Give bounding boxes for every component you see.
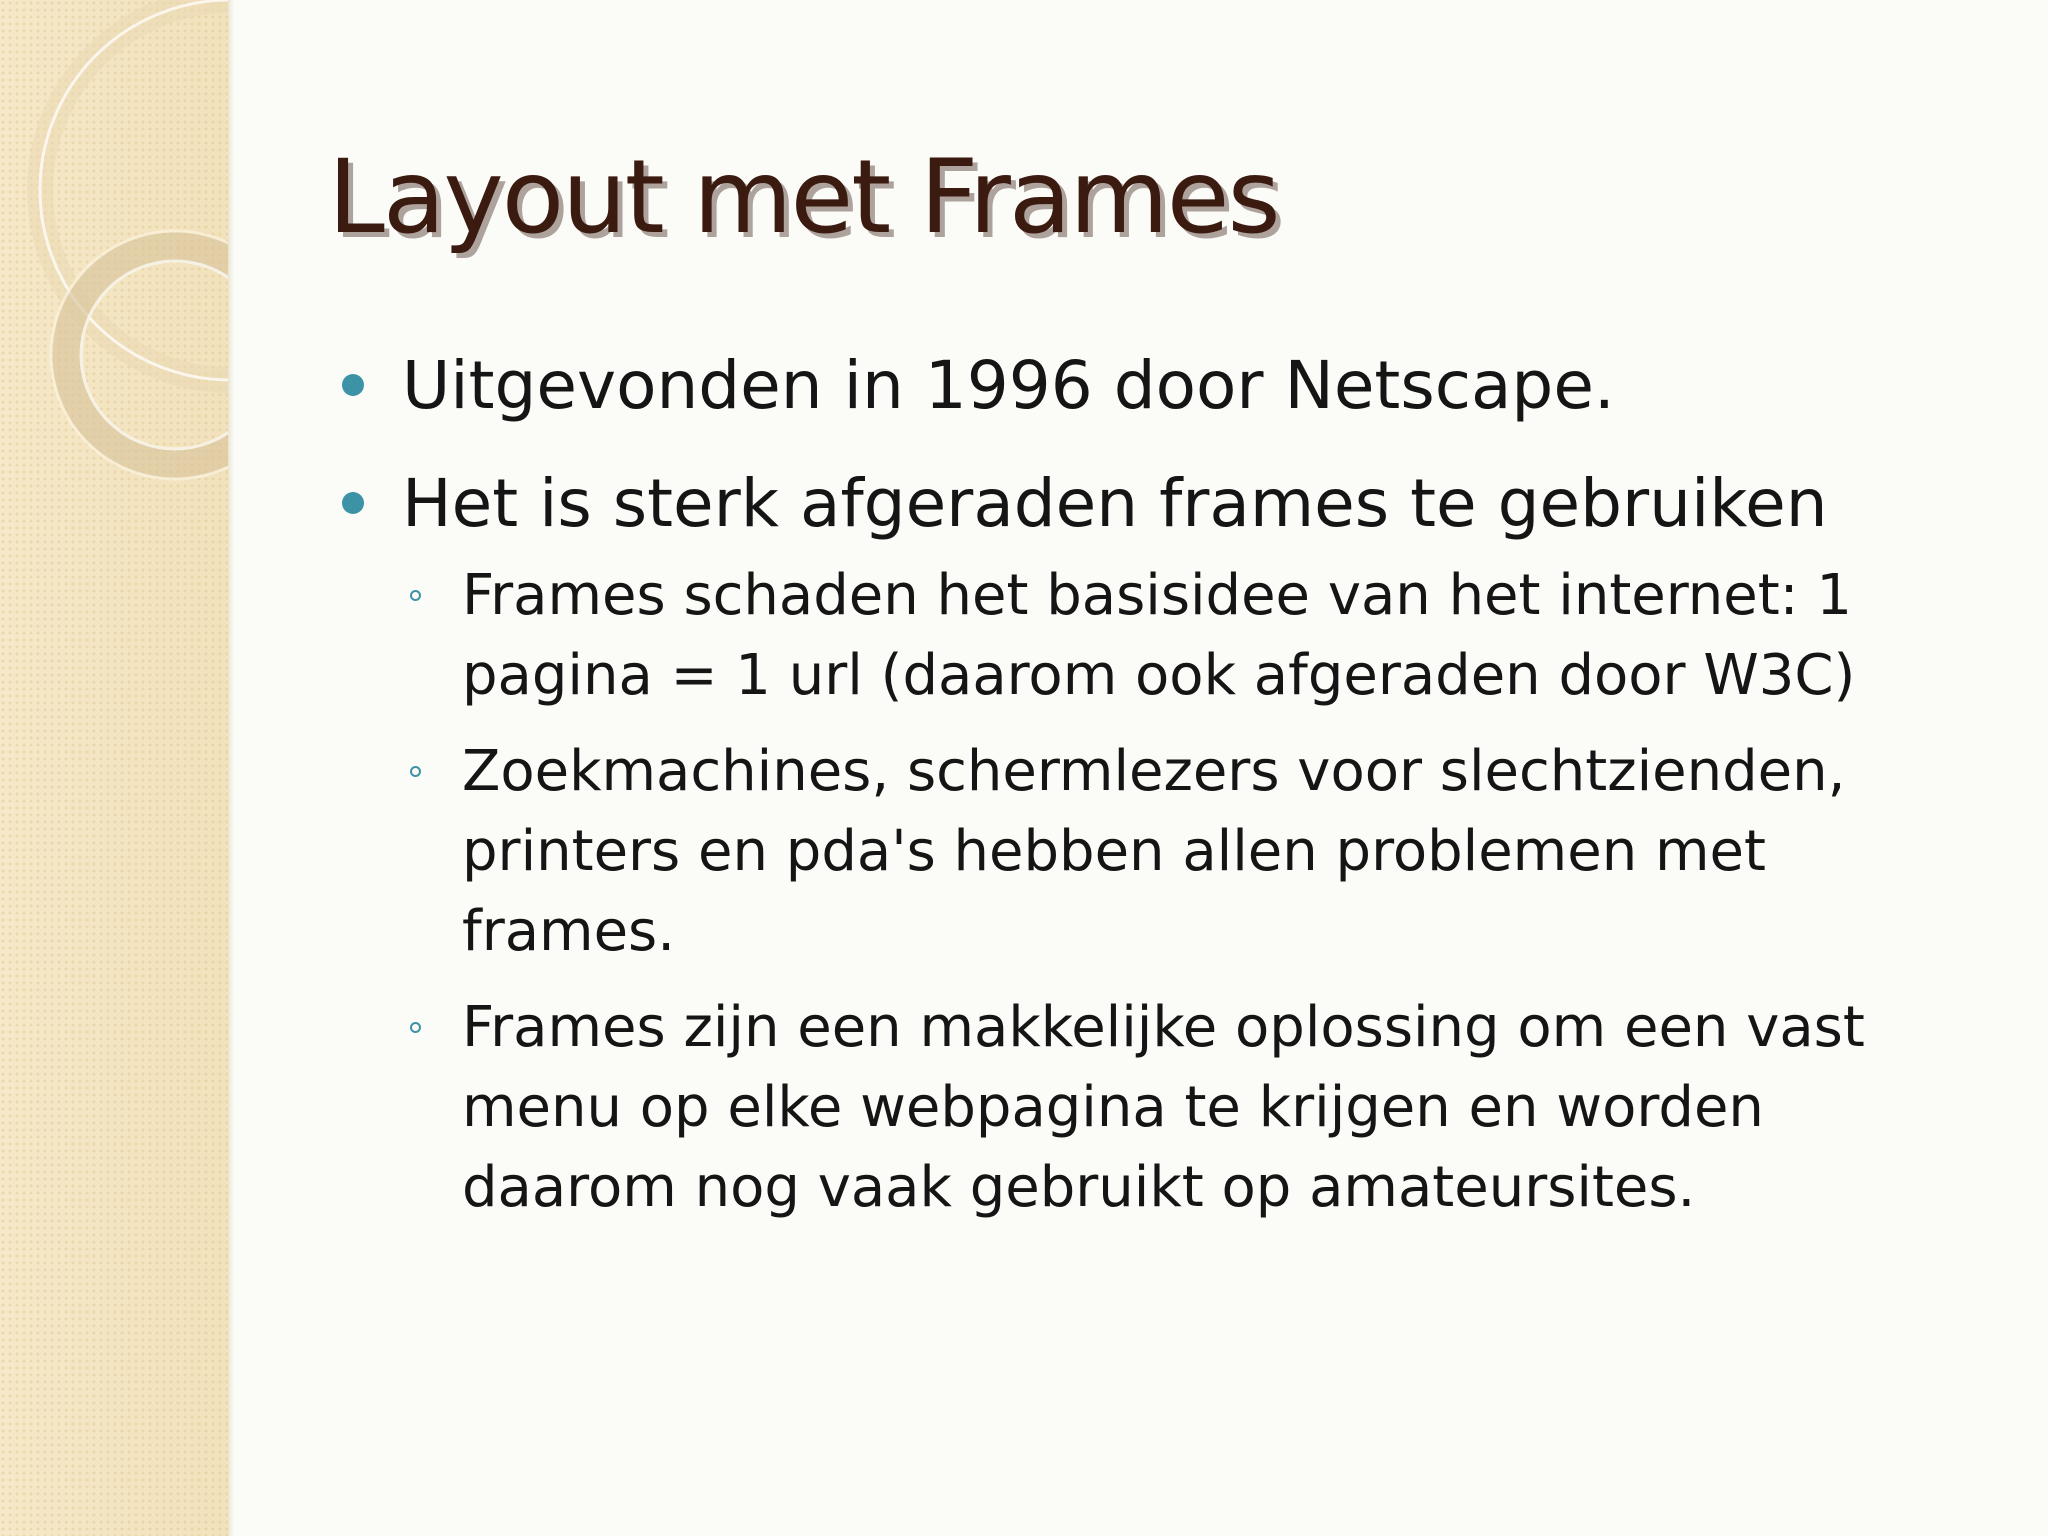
bullet-ring-icon [410, 766, 421, 777]
bullet-ring-icon [410, 590, 421, 601]
bullet-ring-icon [410, 1022, 421, 1033]
sub-bullet-item [340, 988, 1980, 1228]
bullet-text: Uitgevonden in 1996 door Netscape. [402, 347, 1615, 424]
bullet-item [340, 342, 1980, 430]
slide-content [340, 342, 1980, 1244]
sub-bullet-text: Zoekmachines, schermlezers voor slechtzienden, printers en pda's hebben allen problemen met frames. [462, 739, 1846, 964]
bullet-text: Het is sterk afgeraden frames te gebruiken [402, 465, 1828, 542]
bullet-dot-icon [342, 492, 364, 514]
sub-bullet-item [340, 732, 1980, 972]
sub-bullet-item [340, 556, 1980, 716]
sub-bullet-text: Frames schaden het basisidee van het internet: 1 pagina = 1 url (daarom ook afgeraden door W3C) [462, 563, 1856, 708]
side-band-edge [228, 0, 234, 1536]
bullet-dot-icon [342, 374, 364, 396]
bullet-item [340, 460, 1980, 548]
slide-title: Layout met Frames [328, 138, 1279, 257]
decorative-side-band [0, 0, 228, 1536]
decorative-circles [0, 0, 228, 1536]
sub-bullet-text: Frames zijn een makkelijke oplossing om een vast menu op elke webpagina te krijgen en worden daarom nog vaak gebruikt op amateursites. [462, 995, 1865, 1220]
